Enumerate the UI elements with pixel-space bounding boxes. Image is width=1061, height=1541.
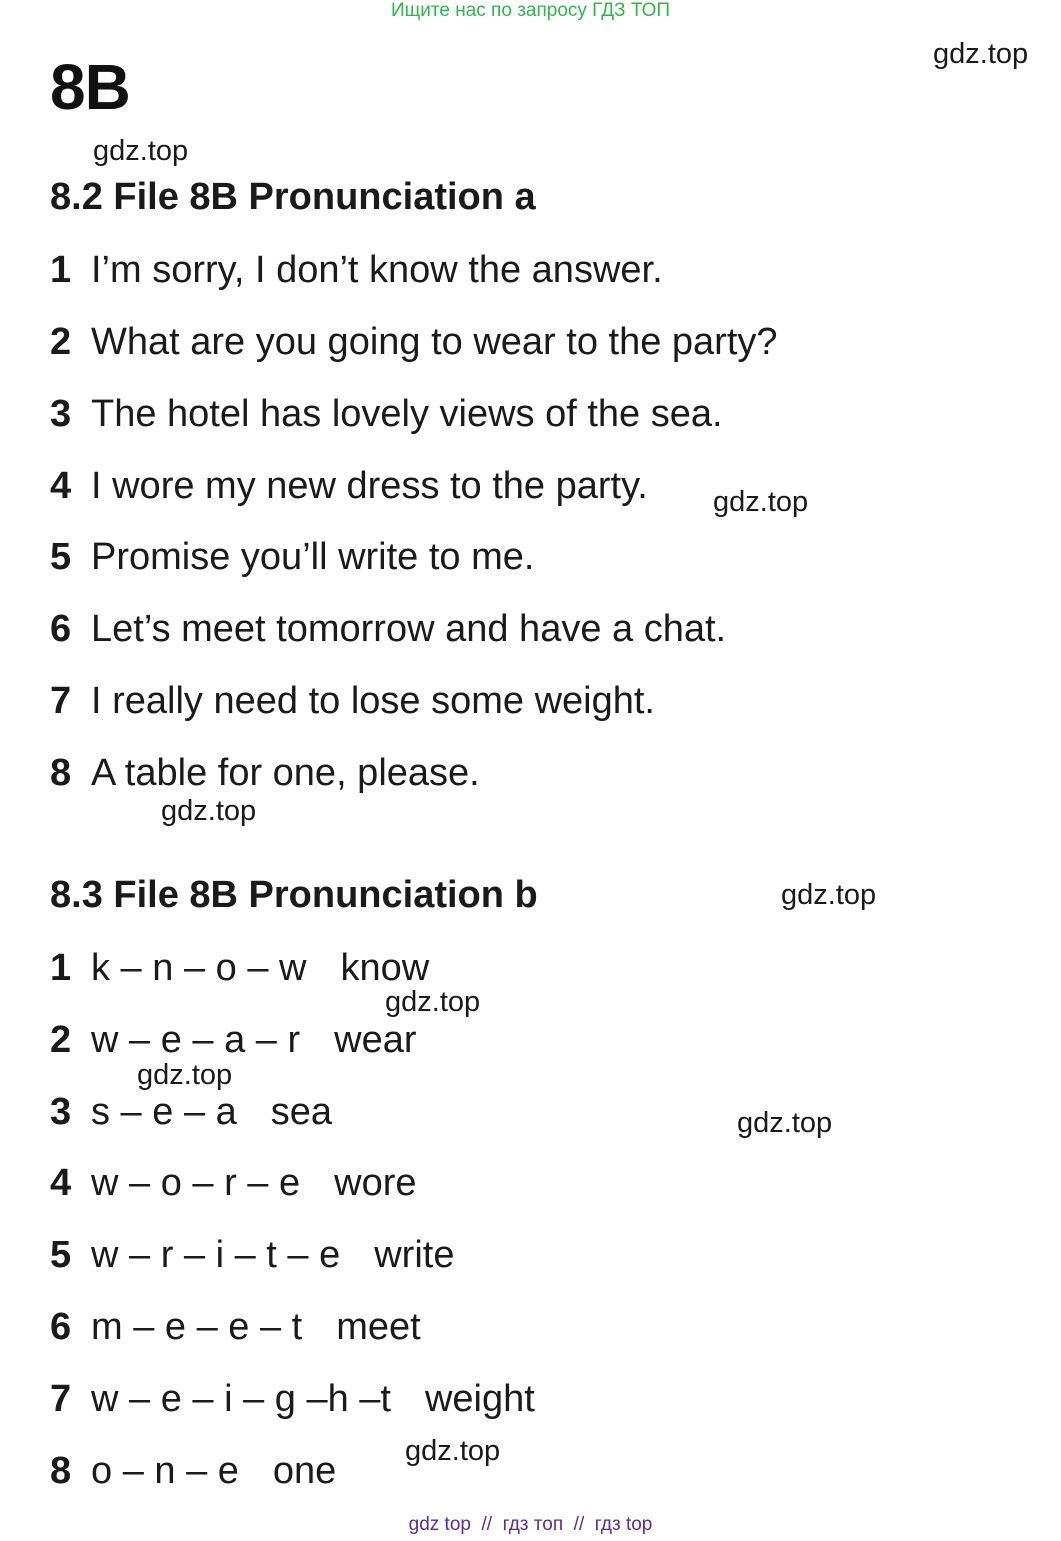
item-spelling: w – o – r – e bbox=[91, 1162, 301, 1204]
section-b-heading: 8.3 File 8B Pronunciation b bbox=[50, 874, 538, 916]
list-item bbox=[50, 1019, 417, 1062]
watermark: gdz.top bbox=[781, 879, 877, 911]
watermark: gdz.top bbox=[137, 1059, 233, 1091]
section-a-heading: 8.2 File 8B Pronunciation a bbox=[50, 176, 536, 218]
watermark: gdz.top bbox=[161, 795, 257, 827]
watermark: gdz.top bbox=[737, 1107, 833, 1139]
list-item bbox=[50, 608, 726, 651]
list-item bbox=[50, 680, 655, 723]
list-item bbox=[50, 249, 663, 292]
item-number: 8 bbox=[50, 1450, 72, 1492]
item-word: meet bbox=[336, 1306, 421, 1348]
item-spelling: k – n – o – w bbox=[91, 947, 307, 989]
list-item bbox=[50, 1162, 417, 1205]
item-word: wear bbox=[334, 1019, 417, 1061]
top-banner: Ищите нас по запросу ГДЗ ТОП bbox=[390, 0, 671, 21]
item-number: 7 bbox=[50, 1378, 72, 1420]
item-word: know bbox=[340, 947, 430, 989]
item-spelling: o – n – e bbox=[91, 1450, 239, 1492]
item-sentence: A table for one, please. bbox=[91, 752, 480, 794]
item-word: write bbox=[374, 1234, 455, 1276]
list-item bbox=[50, 393, 723, 436]
item-word: wore bbox=[334, 1162, 417, 1204]
list-item bbox=[50, 1234, 454, 1277]
item-number: 2 bbox=[50, 321, 72, 363]
item-sentence: What are you going to wear to the party? bbox=[91, 321, 778, 363]
item-number: 3 bbox=[50, 393, 72, 435]
list-item bbox=[50, 1306, 421, 1349]
item-number: 7 bbox=[50, 680, 72, 722]
item-sentence: I really need to lose some weight. bbox=[91, 680, 655, 722]
list-item bbox=[50, 947, 429, 990]
item-number: 1 bbox=[50, 947, 72, 989]
watermark: gdz.top bbox=[385, 986, 481, 1018]
watermark: gdz.top bbox=[933, 38, 1029, 70]
item-number: 2 bbox=[50, 1019, 72, 1061]
item-spelling: w – e – a – r bbox=[91, 1019, 301, 1061]
item-word: weight bbox=[424, 1378, 535, 1420]
watermark: gdz.top bbox=[93, 135, 189, 167]
item-word: sea bbox=[270, 1091, 333, 1133]
item-number: 6 bbox=[50, 1306, 72, 1348]
footer-links: gdz top // гдз топ // гдз top bbox=[408, 1514, 653, 1535]
item-number: 8 bbox=[50, 752, 72, 794]
list-item bbox=[50, 1091, 332, 1134]
watermark: gdz.top bbox=[405, 1435, 501, 1467]
list-item bbox=[50, 752, 480, 795]
item-number: 4 bbox=[50, 1162, 72, 1204]
list-item bbox=[50, 1378, 535, 1421]
item-spelling: m – e – e – t bbox=[91, 1306, 303, 1348]
list-item bbox=[50, 1450, 336, 1493]
watermark: gdz.top bbox=[713, 486, 809, 518]
item-sentence: I’m sorry, I don’t know the answer. bbox=[91, 249, 663, 291]
item-word: one bbox=[272, 1450, 337, 1492]
item-number: 1 bbox=[50, 249, 72, 291]
item-sentence: Let’s meet tomorrow and have a chat. bbox=[91, 608, 727, 650]
item-spelling: s – e – a bbox=[91, 1091, 237, 1133]
item-spelling: w – r – i – t – e bbox=[91, 1234, 341, 1276]
item-number: 4 bbox=[50, 465, 72, 507]
item-number: 5 bbox=[50, 1234, 72, 1276]
item-sentence: Promise you’ll write to me. bbox=[91, 536, 535, 578]
list-item bbox=[50, 321, 778, 364]
item-number: 3 bbox=[50, 1091, 72, 1133]
list-item bbox=[50, 536, 534, 579]
list-item bbox=[50, 465, 648, 508]
item-sentence: I wore my new dress to the party. bbox=[91, 465, 648, 507]
item-spelling: w – e – i – g –h –t bbox=[91, 1378, 391, 1420]
item-number: 6 bbox=[50, 608, 72, 650]
item-sentence: The hotel has lovely views of the sea. bbox=[91, 393, 723, 435]
page-title: 8B bbox=[50, 51, 130, 123]
item-number: 5 bbox=[50, 536, 72, 578]
